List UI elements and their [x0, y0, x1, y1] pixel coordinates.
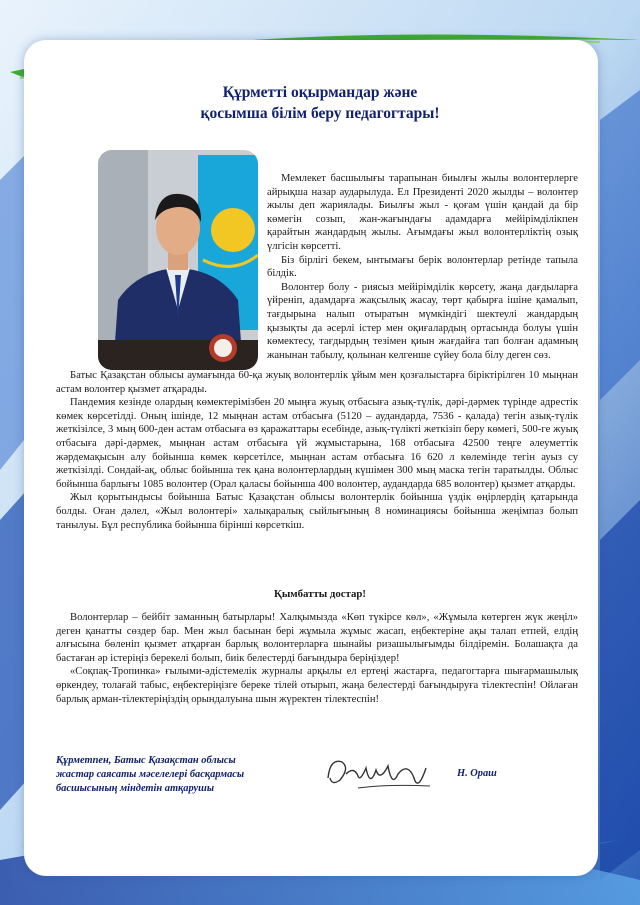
paragraph: «Соқпақ-Тропинка» ғылыми-әдістемелік журналы арқылы ел ертеңі жастарға, педагогтарға шығармашылық өркендеу, толағай табыс, еңбектеріңізге береке тілей отырып, жаңа белестерді бағындыруға тілектеспін! Ойлаған барлық арман-тілектеріңіздің орындалуына шын жүректен тілектеспін!	[56, 666, 578, 705]
paragraph: Волонтер болу - риясыз мейірімділік көрсету, жаңа дағдыларға үйреніп, адамдарға жақсылық жасау, төрт қабырға ішіне қамалып, тағдырына налып отыратын мүмкіндігі шектеулі жандардың қызықты да әсерлі істер мен оқиғалардың ортасында болуы үшін көмектесу, тағдырдың тезімен қиын жағдайға тап болған адамның жанынан табылу, қолынан келгенше сүйеу бола білу деген сөз.	[267, 281, 578, 361]
paragraph: Жыл қорытындысы бойынша Батыс Қазақстан облысы волонтерлік бойынша үздік өңірлердің қатарында болды. Оған дәлел, «Жыл волонтері» халықаралық сыйлығының 8 номинациясы бойынша жеңімпаз болып танылуы. Бұл республика бойынша бірінші көрсеткіш.	[56, 492, 578, 531]
signature-line-3: басшысының міндетін атқарушы	[56, 783, 215, 794]
signature-title	[56, 754, 306, 796]
greeting-heading: Қымбатты достар!	[274, 588, 366, 600]
page-title	[0, 82, 640, 124]
title-line-1: Құрметті оқырмандар және	[222, 84, 418, 101]
signatory-name: Н. Ораш	[457, 768, 497, 779]
paragraph: Батыс Қазақстан облысы аумағында 60-қа жуық волонтерлік ұйым мен қозғалыстарға біріктірілген 10 мыңнан астам волонтер қызмет атқарады.	[56, 370, 578, 395]
portrait-photo	[98, 150, 258, 370]
signature-line-2: жастар саясаты мәселелері басқармасы	[56, 769, 245, 780]
paragraph: Біз бірлігі бекем, ынтымағы берік волонтерлар ретінде тапыла білдік.	[267, 254, 578, 280]
paragraph: Мемлекет басшылығы тарапынан биылғы жылы волонтерлерге айрықша назар аударылуда. Ел Президенті 2020 жылды – волонтер жылы деп жариялады. Биылғы жыл - қоғам үшін қандай да бір көмегін созып, жан-жағындағы адамдарға мейірімділікпен қарайтын жандардың жылы. Ағымдағы жыл волонтерліктің озық үлгісін көрсетті.	[267, 173, 578, 252]
paragraph: Волонтерлар – бейбіт заманның батырлары! Халқымызда «Көп түкірсе көл», «Жұмыла көтерген жүк жеңіл» деген қанатты сөздер бар. Мен жыл басынан бері жұмыла жұмыс жасап, еңбектеріне ақы талап етпей, елдің алғысына бөленіп қызмет атқарған барлық волонтерларға шынайы ризашылығымды білдіремін. Болашақта да бастаған әр істеріңіз берекелі болып, биік белестерді бағындыра беріңіздер!	[56, 612, 578, 664]
closing-body	[56, 611, 578, 706]
title-line-2: қосымша білім беру педагогтары!	[200, 105, 440, 122]
signature-line-1: Құрметпен, Батыс Қазақстан облысы	[56, 755, 236, 766]
paragraph: Пандемия кезінде олардың көмектерімізбен 20 мыңға жуық отбасыға азық-түлік, дәрі-дәрмек түрінде адрестік көмек көрсетілді. Оның ішінде, 12 мыңнан астам отбасыға (5120 – аудандарда, 7536 - қалада) тегін азық-түлік жеткізілсе, 3 мың 600-ден астам отбасыға өз қаражаттары есебінде, азық-түлікті жеткізіп беру көмегі, 500-ге жуық отбасыға дәрі-дәрмек, мыңнан астам отбасыға үй жұмыстарына, 168 отбасыға 42500 теңге әлеуметтік жәрдемақысын алу бойынша көмек көрсетілсе, мыңнан астам отбасыға 16 620 л көлемінде тегін ауыз су жеткізілді. Сондай-ақ, облыс бойынша тек қана волонтерлардың күшімен 300 мың маска тегін таратылды. Облыс бойынша барлығы 1085 волонтер (Орал қаласы бойынша 400 волонтер, аудандарда 685 волонтер) қызмет атқарды.	[56, 397, 578, 490]
main-body	[56, 369, 578, 532]
intro-column	[267, 172, 578, 362]
handwritten-signature	[318, 748, 438, 798]
